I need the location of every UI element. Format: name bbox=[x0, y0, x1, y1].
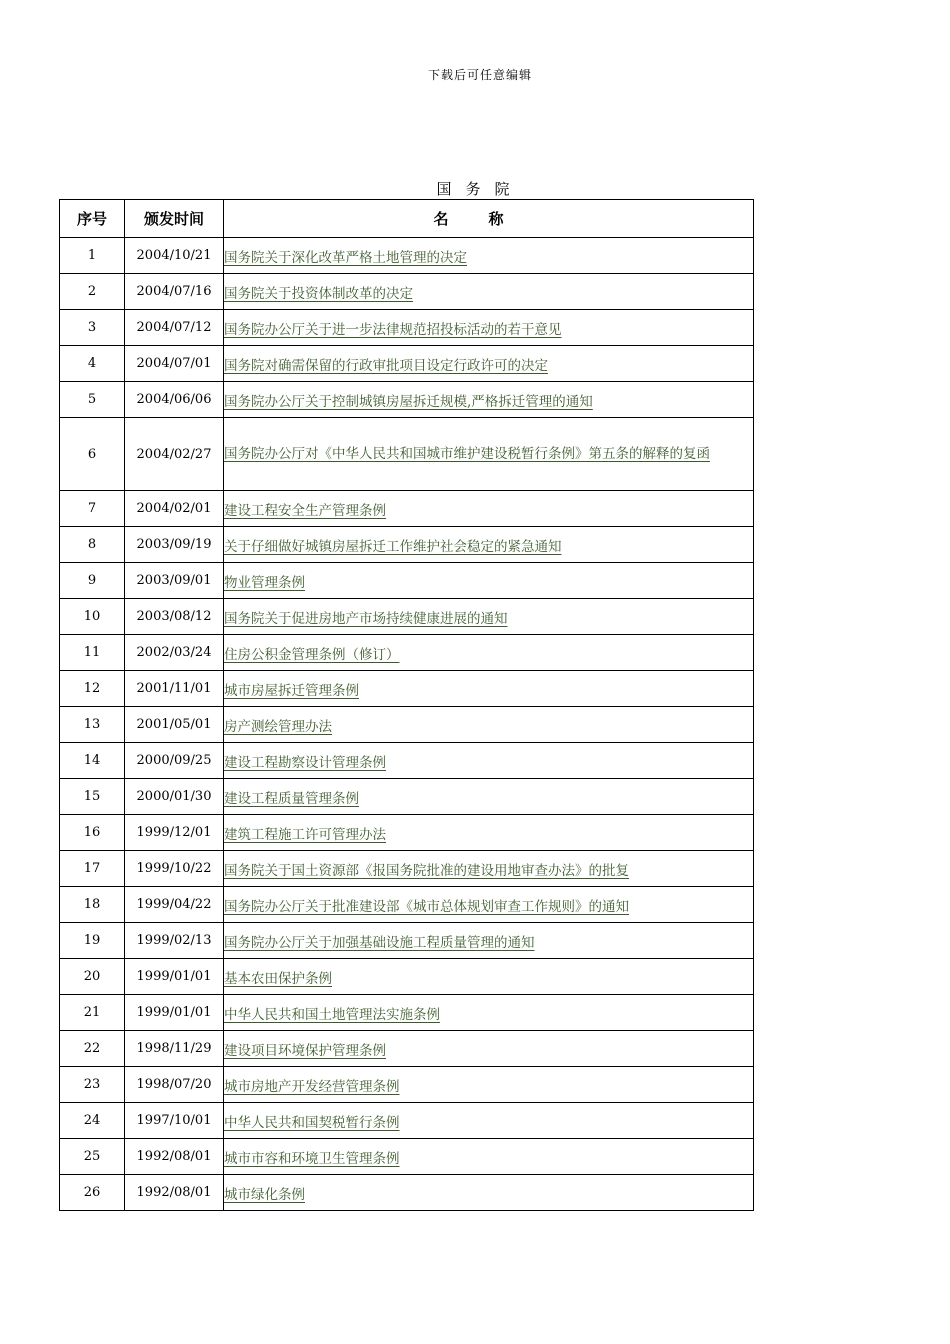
row-number: 12 bbox=[60, 671, 125, 707]
row-number: 5 bbox=[60, 382, 125, 418]
issue-date: 1999/12/01 bbox=[125, 815, 224, 851]
issue-date: 1999/02/13 bbox=[125, 923, 224, 959]
row-number: 24 bbox=[60, 1103, 125, 1139]
row-number: 3 bbox=[60, 310, 125, 346]
regulation-name-cell bbox=[224, 923, 754, 959]
issue-date: 1992/08/01 bbox=[125, 1175, 224, 1211]
regulation-name-cell bbox=[224, 599, 754, 635]
issue-date: 1992/08/01 bbox=[125, 1139, 224, 1175]
row-number: 17 bbox=[60, 851, 125, 887]
regulation-name-cell bbox=[224, 1175, 754, 1211]
regulation-link[interactable]: 城市房地产开发经营管理条例 bbox=[224, 1078, 400, 1095]
issue-date: 2004/06/06 bbox=[125, 382, 224, 418]
regulation-name-cell bbox=[224, 995, 754, 1031]
table-row bbox=[60, 1067, 754, 1103]
issue-date: 2000/01/30 bbox=[125, 779, 224, 815]
column-header-name: 名称 bbox=[224, 200, 754, 238]
table-row bbox=[60, 1031, 754, 1067]
regulation-name-cell bbox=[224, 815, 754, 851]
table-row bbox=[60, 382, 754, 418]
issue-date: 1999/10/22 bbox=[125, 851, 224, 887]
table-row bbox=[60, 851, 754, 887]
regulation-link[interactable]: 物业管理条例 bbox=[224, 574, 305, 591]
regulation-link[interactable]: 国务院关于投资体制改革的决定 bbox=[224, 285, 413, 302]
regulation-link[interactable]: 国务院办公厅关于加强基础设施工程质量管理的通知 bbox=[224, 934, 535, 951]
document-title: 国务院 bbox=[436, 180, 524, 198]
issue-date: 1999/01/01 bbox=[125, 995, 224, 1031]
table-row bbox=[60, 959, 754, 995]
table-row bbox=[60, 635, 754, 671]
regulation-name-cell bbox=[224, 1067, 754, 1103]
issue-date: 1998/07/20 bbox=[125, 1067, 224, 1103]
regulation-link[interactable]: 国务院办公厅对《中华人民共和国城市维护建设税暂行条例》第五条的解释的复函 bbox=[224, 446, 710, 462]
table-row bbox=[60, 563, 754, 599]
regulations-table bbox=[59, 199, 754, 1211]
regulation-name-cell bbox=[224, 238, 754, 274]
regulation-link[interactable]: 国务院办公厅关于进一步法律规范招投标活动的若干意见 bbox=[224, 321, 562, 338]
row-number: 16 bbox=[60, 815, 125, 851]
table-row bbox=[60, 923, 754, 959]
issue-date: 2004/10/21 bbox=[125, 238, 224, 274]
regulation-link[interactable]: 中华人民共和国土地管理法实施条例 bbox=[224, 1006, 440, 1023]
issue-date: 2001/11/01 bbox=[125, 671, 224, 707]
row-number: 21 bbox=[60, 995, 125, 1031]
issue-date: 2000/09/25 bbox=[125, 743, 224, 779]
regulation-link[interactable]: 房产测绘管理办法 bbox=[224, 718, 332, 735]
regulation-name-cell bbox=[224, 743, 754, 779]
issue-date: 2001/05/01 bbox=[125, 707, 224, 743]
regulation-link[interactable]: 基本农田保护条例 bbox=[224, 970, 332, 987]
issue-date: 2003/09/01 bbox=[125, 563, 224, 599]
row-number: 7 bbox=[60, 491, 125, 527]
regulation-name-cell bbox=[224, 418, 754, 491]
table-row bbox=[60, 779, 754, 815]
table-body bbox=[60, 238, 754, 1211]
table-row bbox=[60, 815, 754, 851]
page-header-note: 下载后可任意编辑 bbox=[427, 68, 532, 82]
issue-date: 1997/10/01 bbox=[125, 1103, 224, 1139]
table-header-row bbox=[60, 200, 754, 238]
table-row bbox=[60, 346, 754, 382]
table-row bbox=[60, 274, 754, 310]
table-row bbox=[60, 527, 754, 563]
issue-date: 2003/09/19 bbox=[125, 527, 224, 563]
table-row bbox=[60, 1175, 754, 1211]
row-number: 9 bbox=[60, 563, 125, 599]
issue-date: 2004/07/16 bbox=[125, 274, 224, 310]
table-row bbox=[60, 1103, 754, 1139]
regulation-name-cell bbox=[224, 1139, 754, 1175]
row-number: 15 bbox=[60, 779, 125, 815]
regulation-name-cell bbox=[224, 563, 754, 599]
row-number: 4 bbox=[60, 346, 125, 382]
regulation-link[interactable]: 建设工程质量管理条例 bbox=[224, 790, 359, 807]
row-number: 8 bbox=[60, 527, 125, 563]
row-number: 25 bbox=[60, 1139, 125, 1175]
regulation-name-cell bbox=[224, 887, 754, 923]
regulation-link[interactable]: 国务院关于促进房地产市场持续健康进展的通知 bbox=[224, 610, 508, 627]
table-row bbox=[60, 599, 754, 635]
issue-date: 1999/04/22 bbox=[125, 887, 224, 923]
table-row bbox=[60, 995, 754, 1031]
table-row bbox=[60, 238, 754, 274]
regulation-name-cell bbox=[224, 382, 754, 418]
regulation-name-cell bbox=[224, 1031, 754, 1067]
row-number: 1 bbox=[60, 238, 125, 274]
row-number: 11 bbox=[60, 635, 125, 671]
table-row bbox=[60, 887, 754, 923]
regulation-link[interactable]: 国务院办公厅关于批准建设部《城市总体规划审查工作规则》的通知 bbox=[224, 898, 629, 915]
regulation-link[interactable]: 城市绿化条例 bbox=[224, 1186, 305, 1203]
regulation-name-cell bbox=[224, 346, 754, 382]
regulation-link[interactable]: 城市市容和环境卫生管理条例 bbox=[224, 1150, 400, 1167]
issue-date: 2004/07/01 bbox=[125, 346, 224, 382]
column-header-no: 序号 bbox=[60, 200, 125, 238]
regulation-name-cell bbox=[224, 1103, 754, 1139]
regulation-link[interactable]: 建设项目环境保护管理条例 bbox=[224, 1042, 386, 1059]
table-row bbox=[60, 1139, 754, 1175]
regulation-link[interactable]: 建设工程勘察设计管理条例 bbox=[224, 754, 386, 771]
regulation-link[interactable]: 住房公积金管理条例（修订） bbox=[224, 646, 400, 663]
regulation-link[interactable]: 建筑工程施工许可管理办法 bbox=[224, 826, 386, 843]
issue-date: 2004/02/01 bbox=[125, 491, 224, 527]
issue-date: 2004/02/27 bbox=[125, 418, 224, 491]
row-number: 23 bbox=[60, 1067, 125, 1103]
issue-date: 1999/01/01 bbox=[125, 959, 224, 995]
row-number: 6 bbox=[60, 418, 125, 491]
table-row bbox=[60, 310, 754, 346]
regulation-name-cell bbox=[224, 635, 754, 671]
regulation-link[interactable]: 国务院关于国土资源部《报国务院批准的建设用地审查办法》的批复 bbox=[224, 862, 629, 879]
table-row bbox=[60, 707, 754, 743]
regulation-name-cell bbox=[224, 491, 754, 527]
regulation-name-cell bbox=[224, 707, 754, 743]
issue-date: 2003/08/12 bbox=[125, 599, 224, 635]
row-number: 22 bbox=[60, 1031, 125, 1067]
row-number: 10 bbox=[60, 599, 125, 635]
regulation-link[interactable]: 城市房屋拆迁管理条例 bbox=[224, 682, 359, 699]
table-row bbox=[60, 418, 754, 491]
row-number: 2 bbox=[60, 274, 125, 310]
regulation-link[interactable]: 关于仔细做好城镇房屋拆迁工作维护社会稳定的紧急通知 bbox=[224, 538, 562, 555]
regulation-name-cell bbox=[224, 779, 754, 815]
issue-date: 2004/07/12 bbox=[125, 310, 224, 346]
table-row bbox=[60, 491, 754, 527]
table-row bbox=[60, 671, 754, 707]
regulation-name-cell bbox=[224, 959, 754, 995]
regulation-link[interactable]: 国务院办公厅关于控制城镇房屋拆迁规模,严格拆迁管理的通知 bbox=[224, 393, 593, 410]
regulation-name-cell bbox=[224, 310, 754, 346]
issue-date: 1998/11/29 bbox=[125, 1031, 224, 1067]
regulation-link[interactable]: 中华人民共和国契税暂行条例 bbox=[224, 1114, 400, 1131]
regulation-name-cell bbox=[224, 851, 754, 887]
regulation-name-cell bbox=[224, 274, 754, 310]
row-number: 20 bbox=[60, 959, 125, 995]
row-number: 13 bbox=[60, 707, 125, 743]
row-number: 14 bbox=[60, 743, 125, 779]
row-number: 19 bbox=[60, 923, 125, 959]
row-number: 26 bbox=[60, 1175, 125, 1211]
table-row bbox=[60, 743, 754, 779]
issue-date: 2002/03/24 bbox=[125, 635, 224, 671]
regulation-name-cell bbox=[224, 671, 754, 707]
regulation-link[interactable]: 国务院关于深化改革严格土地管理的决定 bbox=[224, 249, 467, 266]
regulation-link[interactable]: 建设工程安全生产管理条例 bbox=[224, 502, 386, 519]
column-header-date: 颁发时间 bbox=[125, 200, 224, 238]
regulation-link[interactable]: 国务院对确需保留的行政审批项目设定行政许可的决定 bbox=[224, 357, 548, 374]
regulation-name-cell bbox=[224, 527, 754, 563]
row-number: 18 bbox=[60, 887, 125, 923]
